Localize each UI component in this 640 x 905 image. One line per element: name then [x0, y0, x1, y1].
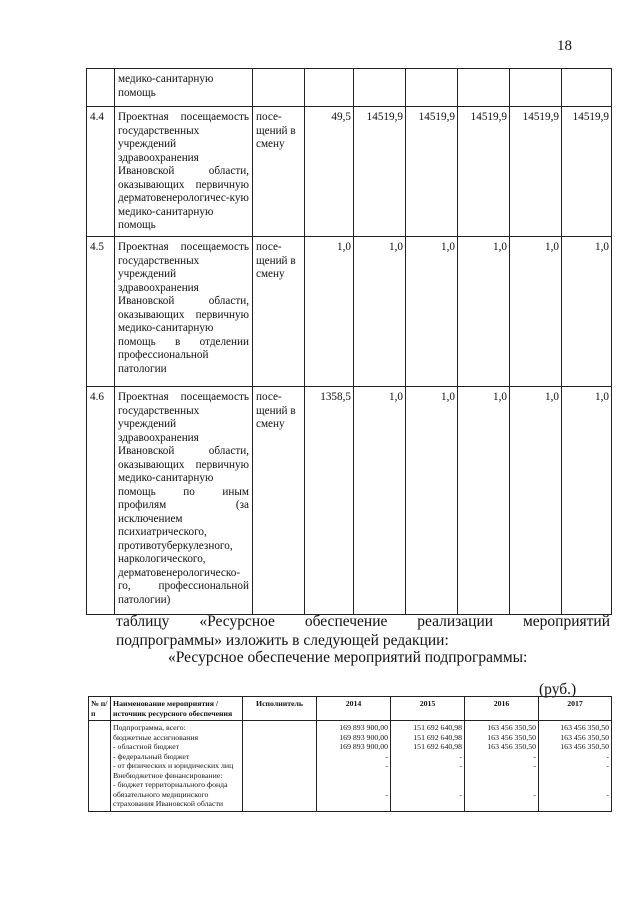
value-cell [305, 69, 354, 107]
value-cell [510, 69, 562, 107]
value-cell [393, 780, 462, 790]
year-values [317, 721, 391, 812]
source-name: - областной бюджет [113, 742, 180, 751]
value-cell: - [385, 789, 388, 799]
value-cell: - [533, 789, 536, 799]
value-cell: 1,0 [458, 237, 510, 387]
header-executor: Исполнитель [243, 697, 317, 721]
row-number: 4.6 [87, 387, 115, 615]
table-row [87, 237, 612, 387]
value-cell: 1,0 [406, 237, 458, 387]
value-cell: 14519,9 [562, 107, 612, 237]
value-cell: 163 456 350,50 [487, 742, 536, 751]
value-cell: 14519,9 [406, 107, 458, 237]
page-number: 18 [557, 38, 572, 54]
source-names [111, 721, 243, 812]
source-name: Подпрограмма, всего: [113, 723, 186, 732]
value-cell: 163 456 350,50 [560, 742, 609, 751]
value-cell: 151 692 640,98 [413, 723, 462, 732]
source-name: - от физических и юридических лиц [113, 761, 234, 770]
indicator-unit [253, 69, 305, 107]
header-name: Наименование мероприятия / источник ресурсного обеспечения [111, 697, 243, 721]
indicator-unit: посе-щений в смену [253, 237, 305, 387]
instruction-paragraph: таблицу «Ресурсное обеспечение реализации мероприятий подпрограммы» изложить в следующей редакции: [116, 613, 610, 649]
table-row [87, 107, 612, 237]
value-cell: 1,0 [510, 387, 562, 615]
value-cell [458, 69, 510, 107]
value-cell [319, 780, 388, 790]
value-cell: 1,0 [354, 387, 406, 615]
value-cell: - [606, 751, 609, 761]
table-row [87, 69, 612, 107]
value-cell: 169 893 900,00 [339, 723, 388, 732]
currency-unit-label: (руб.) [539, 681, 577, 698]
resource-table-header [89, 697, 612, 721]
value-cell: 1,0 [562, 237, 612, 387]
table-title: «Ресурсное обеспечение мероприятий подпрограммы: [168, 649, 528, 666]
row-number [89, 721, 111, 812]
source-name: бюджетные ассигнования [113, 732, 199, 742]
header-year: 2017 [539, 697, 612, 721]
indicator-unit: посе-щений в смену [253, 387, 305, 615]
header-year: 2015 [391, 697, 465, 721]
value-cell [562, 69, 612, 107]
value-cell [467, 780, 536, 790]
value-cell: 1,0 [305, 237, 354, 387]
indicator-unit: посе-щений в смену [253, 107, 305, 237]
value-cell: 1,0 [562, 387, 612, 615]
indicator-name: Проектная посещаемость государственных учреждений здравоохранения Ивановской области, оказывающих первичную дерматовенерологичес-кую медико-санитарную помощь [115, 107, 253, 237]
value-cell: - [385, 761, 388, 770]
header-year: 2014 [317, 697, 391, 721]
row-number: 4.5 [87, 237, 115, 387]
value-cell: 14519,9 [510, 107, 562, 237]
value-cell: 1,0 [354, 237, 406, 387]
value-cell: 163 456 350,50 [560, 723, 609, 732]
header-year: 2016 [465, 697, 539, 721]
header-num: № п/п [89, 697, 111, 721]
executor-cell [243, 721, 317, 812]
value-cell [406, 69, 458, 107]
source-name: - федеральный бюджет [113, 751, 190, 761]
value-cell: - [606, 761, 609, 770]
row-number [87, 69, 115, 107]
value-cell: 151 692 640,98 [413, 742, 462, 751]
value-cell: 1,0 [406, 387, 458, 615]
value-cell: 1358,5 [305, 387, 354, 615]
value-cell: 49,5 [305, 107, 354, 237]
value-cell: - [533, 751, 536, 761]
value-cell: 163 456 350,50 [487, 723, 536, 732]
value-cell: - [533, 761, 536, 770]
value-cell: 1,0 [458, 387, 510, 615]
resource-body [89, 721, 612, 812]
table-row [87, 387, 612, 615]
value-cell: 163 456 350,50 [560, 732, 609, 742]
value-cell: 1,0 [510, 237, 562, 387]
value-cell: 169 893 900,00 [339, 742, 388, 751]
year-values [391, 721, 465, 812]
value-cell: - [459, 789, 462, 799]
value-cell: 163 456 350,50 [487, 732, 536, 742]
value-cell: 14519,9 [354, 107, 406, 237]
value-cell [354, 69, 406, 107]
year-values [539, 721, 612, 812]
value-cell: - [459, 761, 462, 770]
indicator-name: медико-санитарную помощь [115, 69, 253, 107]
row-number: 4.4 [87, 107, 115, 237]
resource-table [88, 696, 612, 812]
value-cell [541, 780, 609, 790]
value-cell: - [385, 751, 388, 761]
indicator-name: Проектная посещаемость государственных учреждений здравоохранения Ивановской области, оказывающих первичную медико-санитарную помощь по иным профилям (за исключением психиатрического, противотуберкулезного, наркологического, дерматовенерологическо-го, профессиональной патологии) [115, 387, 253, 615]
indicators-table [86, 68, 612, 615]
source-name: - бюджет территориального фонда обязательного медицинского страхования Ивановской области [113, 780, 228, 808]
value-cell: - [459, 751, 462, 761]
source-name: Внебюджетное финансирование: [113, 770, 223, 780]
value-cell: 169 893 900,00 [339, 732, 388, 742]
value-cell: 151 692 640,98 [413, 732, 462, 742]
value-cell: - [606, 789, 609, 799]
year-values [465, 721, 539, 812]
value-cell: 14519,9 [458, 107, 510, 237]
indicator-name: Проектная посещаемость государственных учреждений здравоохранения Ивановской области, оказывающих первичную медико-санитарную помощь в отделении профессиональной патологии [115, 237, 253, 387]
